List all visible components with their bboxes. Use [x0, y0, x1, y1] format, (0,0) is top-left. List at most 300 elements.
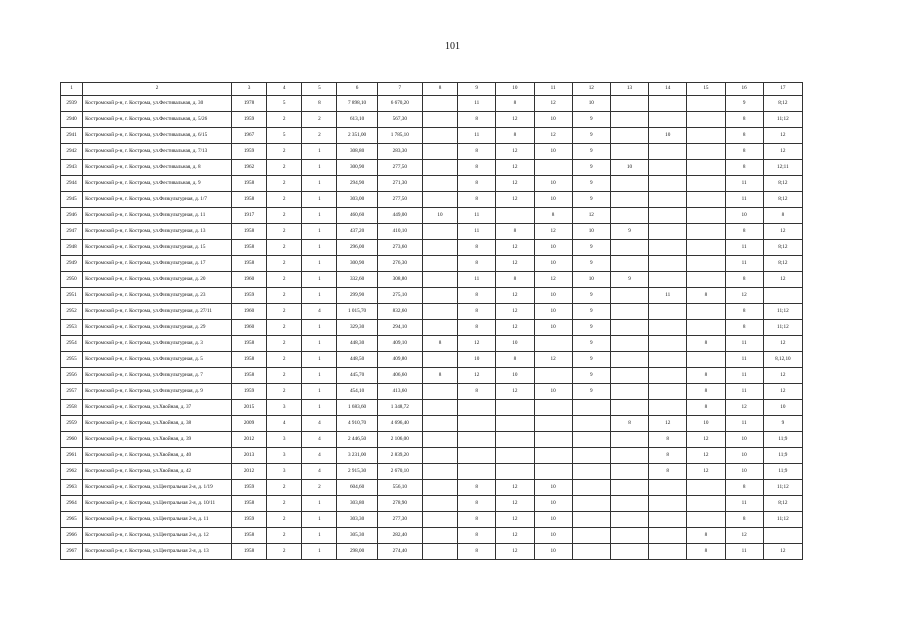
table-cell [649, 544, 687, 560]
address-cell: Костромской р-н, г. Кострома, ул.Физкультурная, д. 20 [83, 272, 232, 288]
table-cell: 9 [572, 144, 610, 160]
table-cell: 1 [302, 496, 337, 512]
table-cell: 8 [458, 112, 496, 128]
table-cell: 12 [763, 336, 802, 352]
table-cell: 11 [458, 128, 496, 144]
table-cell: 12 [496, 528, 534, 544]
table-cell: 2012 [231, 464, 266, 480]
table-cell: 11 [458, 208, 496, 224]
address-cell: Костромской р-н, г. Кострома, ул.Центральная 2-я, д. 1/19 [83, 480, 232, 496]
table-cell [687, 256, 725, 272]
column-header: 15 [687, 83, 725, 96]
table-cell: 10 [725, 208, 763, 224]
table-cell: 1 015,70 [337, 304, 377, 320]
table-cell: 448,30 [337, 336, 377, 352]
table-cell: 2 [267, 240, 302, 256]
table-row [61, 256, 803, 272]
table-cell [687, 304, 725, 320]
column-header: 16 [725, 83, 763, 96]
table-cell: 10 [534, 544, 572, 560]
table-cell: 9 [572, 192, 610, 208]
table-cell: 10 [534, 496, 572, 512]
address-cell: Костромской р-н, г. Кострома, ул.Фестивальная, д. 8 [83, 160, 232, 176]
address-cell: Костромской р-н, г. Кострома, ул.Фестивальная, д. 7/13 [83, 144, 232, 160]
table-cell: 10 [610, 160, 648, 176]
table-cell: 10 [534, 144, 572, 160]
table-cell: 8;12 [763, 176, 802, 192]
table-cell: 448,50 [337, 352, 377, 368]
table-row [61, 288, 803, 304]
table-cell: 282,40 [377, 528, 422, 544]
table-cell: 12 [496, 544, 534, 560]
table-cell: 9 [725, 96, 763, 112]
table-cell: 11 [725, 368, 763, 384]
table-cell: 11 [725, 416, 763, 432]
table-cell: 12 [763, 128, 802, 144]
table-row [61, 320, 803, 336]
table-cell: 12 [763, 544, 802, 560]
table-cell [422, 384, 457, 400]
table-cell [458, 400, 496, 416]
table-row [61, 336, 803, 352]
table-cell: 1 [302, 176, 337, 192]
address-cell: Костромской р-н, г. Кострома, ул.Фестивальная, д. 6/15 [83, 128, 232, 144]
table-cell [610, 304, 648, 320]
table-cell: 10 [534, 112, 572, 128]
table-cell [534, 368, 572, 384]
address-cell: Костромской р-н, г. Кострома, ул.Физкультурная, д. 29 [83, 320, 232, 336]
table-cell: 11 [725, 336, 763, 352]
table-cell [649, 208, 687, 224]
table-cell [687, 144, 725, 160]
table-cell: 8;12 [763, 256, 802, 272]
table-row [61, 144, 803, 160]
table-cell [649, 256, 687, 272]
table-cell [687, 224, 725, 240]
table-cell: 8 [302, 96, 337, 112]
table-cell: 2 106,00 [377, 432, 422, 448]
address-cell: Костромской р-н, г. Кострома, ул.Хвойная, д. 38 [83, 416, 232, 432]
table-cell: 12 [725, 400, 763, 416]
table-cell [687, 192, 725, 208]
table-cell: 271,30 [377, 176, 422, 192]
table-cell: 11 [458, 96, 496, 112]
address-cell: Костромской р-н, г. Кострома, ул.Фестивальная, д. 30 [83, 96, 232, 112]
table-cell: 2 [267, 320, 302, 336]
table-cell [687, 128, 725, 144]
table-cell: 8 [725, 128, 763, 144]
table-cell: 9 [572, 240, 610, 256]
table-cell: 9 [572, 288, 610, 304]
table-cell: 8 [725, 304, 763, 320]
table-cell: 303,00 [337, 192, 377, 208]
table-cell: 283,30 [377, 144, 422, 160]
table-cell: 1962 [231, 160, 266, 176]
table-cell [572, 512, 610, 528]
column-header: 3 [231, 83, 266, 96]
table-cell: 9 [572, 336, 610, 352]
table-cell [610, 352, 648, 368]
table-cell [610, 128, 648, 144]
address-cell: Костромской р-н, г. Кострома, ул.Хвойная, д. 42 [83, 464, 232, 480]
table-cell [763, 528, 802, 544]
table-cell: 12 [496, 112, 534, 128]
table-cell: 409,80 [377, 352, 422, 368]
address-cell: Костромской р-н, г. Кострома, ул.Физкультурная, д. 17 [83, 256, 232, 272]
table-cell: 8 [458, 192, 496, 208]
table-cell: 12 [763, 272, 802, 288]
table-cell [649, 240, 687, 256]
table-cell [763, 288, 802, 304]
row-number-cell: 2949 [61, 256, 83, 272]
table-cell: 12 [687, 448, 725, 464]
table-cell [572, 448, 610, 464]
table-cell [649, 224, 687, 240]
table-cell: 1 [302, 224, 337, 240]
table-row [61, 352, 803, 368]
table-cell: 294,90 [337, 176, 377, 192]
table-cell: 11 [458, 224, 496, 240]
table-cell: 12 [725, 288, 763, 304]
table-row [61, 432, 803, 448]
table-cell [610, 448, 648, 464]
column-header: 4 [267, 83, 302, 96]
table-cell: 10 [725, 464, 763, 480]
table-cell [610, 192, 648, 208]
table-cell: 8,12,10 [763, 352, 802, 368]
table-cell: 8 [496, 224, 534, 240]
table-cell: 8;12 [763, 96, 802, 112]
address-cell: Костромской р-н, г. Кострома, ул.Центральная 2-я, д. 11 [83, 512, 232, 528]
table-cell: 12 [496, 192, 534, 208]
table-cell [422, 464, 457, 480]
table-cell [534, 336, 572, 352]
table-cell: 12 [496, 256, 534, 272]
table-cell [534, 448, 572, 464]
table-cell: 3 231,00 [337, 448, 377, 464]
table-cell [687, 96, 725, 112]
table-cell: 8 [458, 512, 496, 528]
table-cell: 8 [458, 544, 496, 560]
table-cell: 10 [534, 528, 572, 544]
table-cell: 10 [534, 320, 572, 336]
table-cell: 12 [649, 416, 687, 432]
table-cell [422, 128, 457, 144]
table-cell [534, 160, 572, 176]
table-cell: 9 [572, 176, 610, 192]
table-cell: 2 [267, 224, 302, 240]
table-cell [572, 464, 610, 480]
table-cell: 12 [725, 528, 763, 544]
table-cell: 12 [763, 144, 802, 160]
table-cell: 11 [725, 352, 763, 368]
table-cell: 613,10 [337, 112, 377, 128]
table-cell: 12 [458, 368, 496, 384]
table-cell: 2 [302, 112, 337, 128]
table-cell: 300,90 [337, 256, 377, 272]
address-cell: Костромской р-н, г. Кострома, ул.Центральная 2-я, д. 12 [83, 528, 232, 544]
table-cell [422, 432, 457, 448]
table-cell [422, 320, 457, 336]
table-cell: 2 [267, 304, 302, 320]
table-row [61, 528, 803, 544]
table-cell: 12 [496, 480, 534, 496]
table-cell: 12 [763, 368, 802, 384]
table-cell: 2 [267, 352, 302, 368]
table-cell: 1958 [231, 224, 266, 240]
table-cell: 9 [610, 272, 648, 288]
table-cell: 2 351,00 [337, 128, 377, 144]
table-cell: 12 [763, 224, 802, 240]
table-cell: 1958 [231, 336, 266, 352]
table-cell: 8 [496, 272, 534, 288]
table-cell [422, 544, 457, 560]
table-cell [422, 528, 457, 544]
address-cell: Костромской р-н, г. Кострома, ул.Физкультурная, д. 23 [83, 288, 232, 304]
table-cell: 9 [572, 256, 610, 272]
table-cell [422, 192, 457, 208]
table-cell [496, 416, 534, 432]
table-cell: 413,60 [377, 384, 422, 400]
table-cell: 276,30 [377, 256, 422, 272]
table-cell [610, 480, 648, 496]
table-cell: 10 [534, 176, 572, 192]
table-cell [610, 176, 648, 192]
table-cell [422, 160, 457, 176]
row-number-cell: 2966 [61, 528, 83, 544]
row-number-cell: 2956 [61, 368, 83, 384]
table-cell [610, 256, 648, 272]
row-number-cell: 2961 [61, 448, 83, 464]
table-cell: 604,60 [337, 480, 377, 496]
column-header: 10 [496, 83, 534, 96]
table-cell: 9 [763, 416, 802, 432]
table-cell: 277,50 [377, 160, 422, 176]
table-cell [496, 432, 534, 448]
table-cell: 8 [763, 208, 802, 224]
table-cell: 460,60 [337, 208, 377, 224]
table-cell: 8 [458, 288, 496, 304]
table-cell: 10 [534, 512, 572, 528]
table-cell: 10 [763, 400, 802, 416]
table-cell: 9 [572, 384, 610, 400]
table-cell: 1 785,10 [377, 128, 422, 144]
table-cell: 1967 [231, 128, 266, 144]
table-cell: 4 910,70 [337, 416, 377, 432]
table-row [61, 400, 803, 416]
table-cell: 8 [496, 352, 534, 368]
table-cell [649, 384, 687, 400]
table-cell: 1960 [231, 320, 266, 336]
table-cell: 2 [267, 368, 302, 384]
table-cell: 1 [302, 192, 337, 208]
table-cell [610, 368, 648, 384]
table-cell: 294,10 [377, 320, 422, 336]
table-cell [649, 336, 687, 352]
table-cell [422, 496, 457, 512]
table-cell: 1958 [231, 544, 266, 560]
table-cell: 12 [496, 384, 534, 400]
table-row [61, 160, 803, 176]
table-cell: 8 [687, 368, 725, 384]
table-cell: 10 [725, 448, 763, 464]
table-row [61, 480, 803, 496]
table-cell: 12 [534, 96, 572, 112]
table-cell [610, 432, 648, 448]
table-cell: 1958 [231, 528, 266, 544]
table-cell: 11;9 [763, 464, 802, 480]
table-cell [610, 208, 648, 224]
table-cell: 1959 [231, 112, 266, 128]
column-header: 14 [649, 83, 687, 96]
table-cell: 2 670,10 [377, 464, 422, 480]
table-cell: 305,30 [337, 528, 377, 544]
address-cell: Костромской р-н, г. Кострома, ул.Хвойная, д. 37 [83, 400, 232, 416]
table-row [61, 208, 803, 224]
table-cell: 8 [687, 384, 725, 400]
address-cell: Костромской р-н, г. Кострома, ул.Центральная 2-я, д. 13 [83, 544, 232, 560]
table-cell: 1959 [231, 512, 266, 528]
table-cell: 3 [267, 432, 302, 448]
address-cell: Костромской р-н, г. Кострома, ул.Хвойная, д. 39 [83, 432, 232, 448]
table-cell: 567,30 [377, 112, 422, 128]
table-cell [687, 160, 725, 176]
table-cell: 11;12 [763, 480, 802, 496]
table-cell: 12 [496, 320, 534, 336]
address-cell: Костромской р-н, г. Кострома, ул.Фестивальная, д. 5/26 [83, 112, 232, 128]
table-cell: 12 [496, 144, 534, 160]
table-row [61, 176, 803, 192]
table-cell [610, 240, 648, 256]
table-cell: 9 [572, 320, 610, 336]
table-cell [422, 240, 457, 256]
table-cell: 12 [534, 128, 572, 144]
table-cell [422, 272, 457, 288]
table-cell: 329,30 [337, 320, 377, 336]
table-cell: 2012 [231, 432, 266, 448]
table-row [61, 304, 803, 320]
table-cell: 1 [302, 352, 337, 368]
address-cell: Костромской р-н, г. Кострома, ул.Физкультурная, д. 1/7 [83, 192, 232, 208]
table-cell [458, 448, 496, 464]
column-header: 11 [534, 83, 572, 96]
table-cell: 1 348,72 [377, 400, 422, 416]
table-cell: 274,40 [377, 544, 422, 560]
row-number-cell: 2962 [61, 464, 83, 480]
table-cell [687, 512, 725, 528]
table-cell: 332,60 [337, 272, 377, 288]
table-cell [496, 464, 534, 480]
table-cell: 11 [725, 256, 763, 272]
table-cell [422, 304, 457, 320]
table-cell: 10 [534, 256, 572, 272]
row-number-cell: 2959 [61, 416, 83, 432]
table-cell: 1958 [231, 352, 266, 368]
table-cell: 1 [302, 288, 337, 304]
table-cell: 8 [725, 112, 763, 128]
table-cell: 11 [725, 384, 763, 400]
table-cell: 1958 [231, 368, 266, 384]
table-cell: 2 [267, 112, 302, 128]
table-cell: 10 [534, 304, 572, 320]
table-cell [422, 176, 457, 192]
table-cell: 8 [422, 336, 457, 352]
table-cell: 6 670,20 [377, 96, 422, 112]
table-cell: 454,10 [337, 384, 377, 400]
table-cell: 2 [267, 528, 302, 544]
row-number-cell: 2948 [61, 240, 83, 256]
table-cell [534, 432, 572, 448]
table-cell: 2 [267, 288, 302, 304]
table-cell: 1959 [231, 480, 266, 496]
column-header: 8 [422, 83, 457, 96]
row-number-cell: 2947 [61, 224, 83, 240]
table-cell: 275,10 [377, 288, 422, 304]
table-cell [649, 320, 687, 336]
table-cell: 8 [458, 384, 496, 400]
table-cell [649, 480, 687, 496]
table-cell [687, 352, 725, 368]
table-cell: 10 [422, 208, 457, 224]
table-cell: 1 [302, 208, 337, 224]
table-cell: 2 [267, 272, 302, 288]
table-cell: 11 [725, 544, 763, 560]
column-header: 7 [377, 83, 422, 96]
table-cell: 11 [725, 176, 763, 192]
table-cell: 1959 [231, 384, 266, 400]
table-cell: 10 [572, 224, 610, 240]
table-cell [458, 416, 496, 432]
address-cell: Костромской р-н, г. Кострома, ул.Физкультурная, д. 27/11 [83, 304, 232, 320]
table-row [61, 96, 803, 112]
row-number-cell: 2955 [61, 352, 83, 368]
table-cell: 8 [687, 336, 725, 352]
table-cell: 1 [302, 144, 337, 160]
table-cell [649, 528, 687, 544]
table-row [61, 448, 803, 464]
table-cell [649, 304, 687, 320]
table-cell: 4 [302, 432, 337, 448]
table-cell: 8;12 [763, 192, 802, 208]
table-cell: 10 [534, 480, 572, 496]
table-cell: 12 [496, 512, 534, 528]
row-number-cell: 2943 [61, 160, 83, 176]
table-cell: 4 [302, 464, 337, 480]
table-cell [458, 464, 496, 480]
table-cell: 5 [267, 96, 302, 112]
table-cell [496, 400, 534, 416]
table-cell: 8 [687, 544, 725, 560]
table-cell: 10 [687, 416, 725, 432]
column-header: 2 [83, 83, 232, 96]
table-cell [422, 96, 457, 112]
table-row [61, 224, 803, 240]
table-row [61, 112, 803, 128]
table-cell: 1958 [231, 496, 266, 512]
table-cell [610, 544, 648, 560]
table-cell: 8;12 [763, 240, 802, 256]
table-cell: 300,90 [337, 160, 377, 176]
table-cell [422, 480, 457, 496]
table-cell [422, 288, 457, 304]
table-row [61, 512, 803, 528]
table-cell: 8 [458, 528, 496, 544]
row-number-cell: 2953 [61, 320, 83, 336]
table-cell [422, 448, 457, 464]
row-number-cell: 2946 [61, 208, 83, 224]
address-cell: Костромской р-н, г. Кострома, ул.Физкультурная, д. 5 [83, 352, 232, 368]
table-cell [649, 176, 687, 192]
